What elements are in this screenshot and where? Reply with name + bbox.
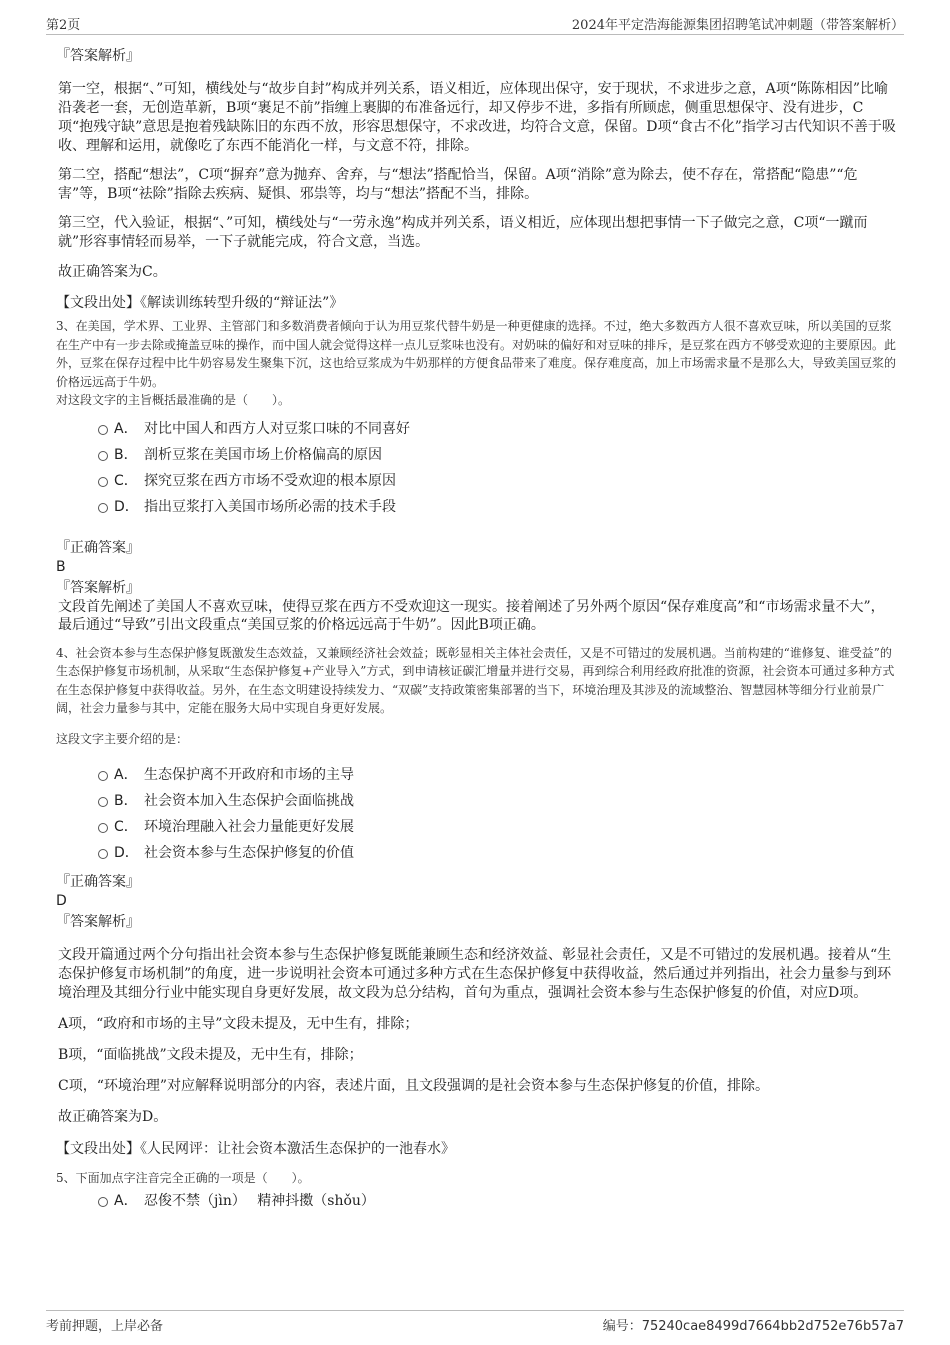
q4-option-c[interactable]: C． 环境治理融入社会力量能更好发展 [56,814,898,840]
q4-option-b[interactable]: B． 社会资本加入生态保护会面临挑战 [56,788,898,814]
page-number: 第2页 [46,18,81,33]
q3-options [56,416,898,520]
question-3 [56,317,898,634]
q2-analysis-p4: 故正确答案为C。 [58,264,167,280]
radio-icon[interactable] [98,425,108,435]
q5-options [56,1188,898,1214]
q4-analysis-label: 『答案解析』 [56,914,140,930]
q3-correct-answer: B [56,558,66,575]
q4-analysis-p4: C项，“环境治理”对应解释说明部分的内容，表述片面，且文段强调的是社会资本参与生态保护修复的价值，排除。 [58,1078,770,1094]
q3-option-c[interactable]: C． 探究豆浆在西方市场不受欢迎的根本原因 [56,468,898,494]
q4-analysis-p1: 文段开篇通过两个分句指出社会资本参与生态保护修复既能兼顾生态和经济效益、彰显社会责任，又是不可错过的发展机遇。接着从“生态保护修复市场机制”的角度，进一步说明社会资本可通过多种方式在生态保护修复中获得收益，然后通过并列指出，社会力量参与到环境治理及其细分行业中能实现自身更好发展，故文段为总分结构，首句为重点，强调社会资本参与生态保护修复的价值，对应D项。 [58,947,892,1001]
q4-analysis-p3: B项，“面临挑战”文段未提及，无中生有，排除； [58,1047,363,1063]
radio-icon[interactable] [98,849,108,859]
radio-icon[interactable] [98,823,108,833]
radio-icon[interactable] [98,797,108,807]
q4-correct-answer: D [56,893,67,909]
q5-option-a[interactable]: A． 忍俊不禁（jìn） 精神抖擞（shǒu） [56,1188,898,1214]
q2-analysis-label: 『答案解析』 [56,48,140,64]
q3-question: 对这段文字的主旨概括最准确的是（ ）。 [56,393,291,407]
q3-option-b[interactable]: B． 剖析豆浆在美国市场上价格偏高的原因 [56,442,898,468]
q2-analysis [56,46,898,313]
q4-source: 【文段出处】《人民网评：让社会资本激活生态保护的一池春水》 [56,1141,455,1157]
q4-analysis-p2: A项，“政府和市场的主导”文段未提及，无中生有，排除； [58,1016,419,1032]
q4-option-a[interactable]: A． 生态保护离不开政府和市场的主导 [56,762,898,788]
q3-option-d[interactable]: D． 指出豆浆打入美国市场所必需的技术手段 [56,494,898,520]
question-5 [56,1169,898,1214]
page-footer [46,1310,904,1335]
q3-analysis-label: 『答案解析』 [56,579,140,596]
radio-icon[interactable] [98,451,108,461]
footer-slogan: 考前押题，上岸必备 [46,1319,164,1334]
q2-analysis-p1: 第一空，根据“、”可知，横线处与“故步自封”构成并列关系，语义相近，应体现出保守，安于现状，不求进步之意，A项“陈陈相因”比喻沿袭老一套，无创造革新，B项“裹足不前”指缠上裹脚的布准备远行，却又停步不进，多指有所顾虑，侧重思想保守、没有进步，C项“抱残守缺”意思是抱着残缺陈旧的东西不放，形容思想保守，不求改进，均符合文意，保留。D项“食古不化”指学习古代知识不善于吸收、理解和运用，就像吃了东西不能消化一样，与文意不符，排除。 [58,81,896,154]
radio-icon[interactable] [98,771,108,781]
q4-analysis-p5: 故正确答案为D。 [58,1109,168,1125]
page-content [56,46,898,1214]
q2-analysis-p2: 第二空，搭配“想法”，C项“摒弃”意为抛弃、舍弃，与“想法”搭配恰当，保留。A项“消除”意为除去，使不存在，常搭配“隐患”“危害”等，B项“祛除”指除去疾病、疑惧、邪祟等，均与“想法”搭配不当，排除。 [58,167,858,202]
q4-option-d[interactable]: D． 社会资本参与生态保护修复的价值 [56,840,898,866]
radio-icon[interactable] [98,1197,108,1207]
q3-correct-label: 『正确答案』 [56,539,140,556]
q4-question: 这段文字主要介绍的是： [56,731,189,746]
q3-option-a[interactable]: A． 对比中国人和西方人对豆浆口味的不同喜好 [56,416,898,442]
radio-icon[interactable] [98,503,108,513]
q4-stem: 4、社会资本参与生态保护修复既激发生态效益，又兼顾经济社会效益；既彰显相关主体社会责任，又是不可错过的发展机遇。当前构建的“谁修复、谁受益”的生态保护修复市场机制，从采取“生态保护修复+产业导入”方式，到申请核证碳汇增量并进行交易，再到综合利用经政府批准的资源，社会资本可通过多种方式在生态保护修复中获得收益。另外，在生态文明建设持续发力、“双碳”支持政策密集部署的当下，环境治理及其涉及的流域整治、智慧园林等细分行业前景广阔，社会力量参与其中，定能在服务大局中实现自身更好发展。 [56,645,895,715]
q4-correct-label: 『正确答案』 [56,874,140,890]
page-header [46,10,904,35]
q4-options [56,762,898,866]
q3-stem: 3、在美国，学术界、工业界、主管部门和多数消费者倾向于认为用豆浆代替牛奶是一种更健康的选择。不过，绝大多数西方人很不喜欢豆味，所以美国的豆浆在生产中有一步去除或掩盖豆味的操作，而中国人就会觉得这样一点儿豆浆味也没有。对奶味的偏好和对豆味的排斥，是豆浆在西方不够受欢迎的主要原因。此外，豆浆在保存过程中比牛奶容易发生聚集下沉，这也给豆浆成为牛奶那样的方便食品带来了难度。保存难度高，加上市场需求量不是那么大，导致美国豆浆的价格远远高于牛奶。 [56,319,897,389]
q2-source: 【文段出处】《解读训练转型升级的“辩证法”》 [56,295,344,311]
question-4 [56,644,898,1160]
document-code: 编号：75240cae8499d7664bb2d752e76b57a7 [602,1319,904,1334]
document-title: 2024年平定浩海能源集团招聘笔试冲刺题（带答案解析） [571,18,904,33]
q5-stem: 5、下面加点字注音完全正确的一项是（ ）。 [56,1171,310,1185]
q2-analysis-p3: 第三空，代入验证，根据“、”可知，横线处与“一劳永逸”构成并列关系，语义相近，应体现出想把事情一下子做完之意，C项“一蹴而就”形容事情轻而易举，一下子就能完成，符合文意，当选。 [58,215,868,250]
radio-icon[interactable] [98,477,108,487]
q3-analysis: 文段首先阐述了美国人不喜欢豆味，使得豆浆在西方不受欢迎这一现实。接着阐述了另外两个原因“保存难度高”和“市场需求量不大”，最后通过“导致”引出文段重点“美国豆浆的价格远远高于牛奶”。因此B项正确。 [58,598,885,633]
